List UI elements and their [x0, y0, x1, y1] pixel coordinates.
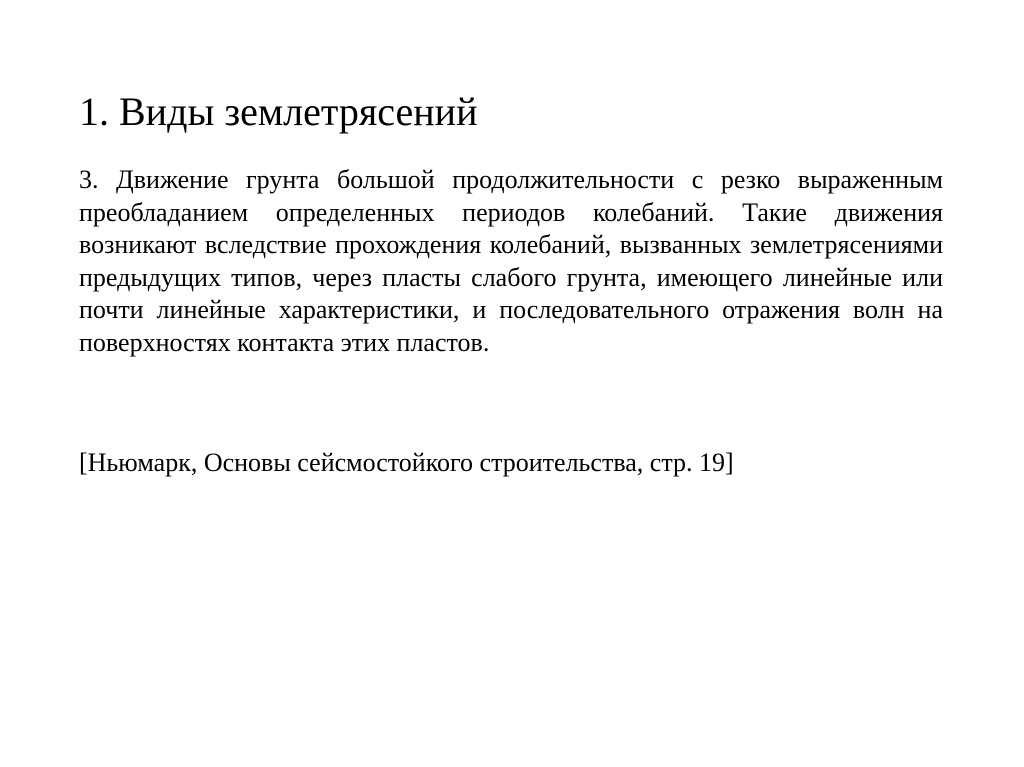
- slide-title: 1. Виды землетрясений: [79, 89, 478, 134]
- citation-reference: [Ньюмарк, Основы сейсмостойкого строительства, стр. 19]: [79, 448, 734, 477]
- body-paragraph: 3. Движение грунта большой продолжительности с резко выраженным преобладанием определенных периодов колебаний. Такие движения возникают вследствие прохождения колебаний, вызванных землетрясениями предыдущих типов, через пласты слабого грунта, имеющего линейные или почти линейные характеристики, и последовательного отражения волн на поверхностях контакта этих пластов.: [79, 165, 943, 357]
